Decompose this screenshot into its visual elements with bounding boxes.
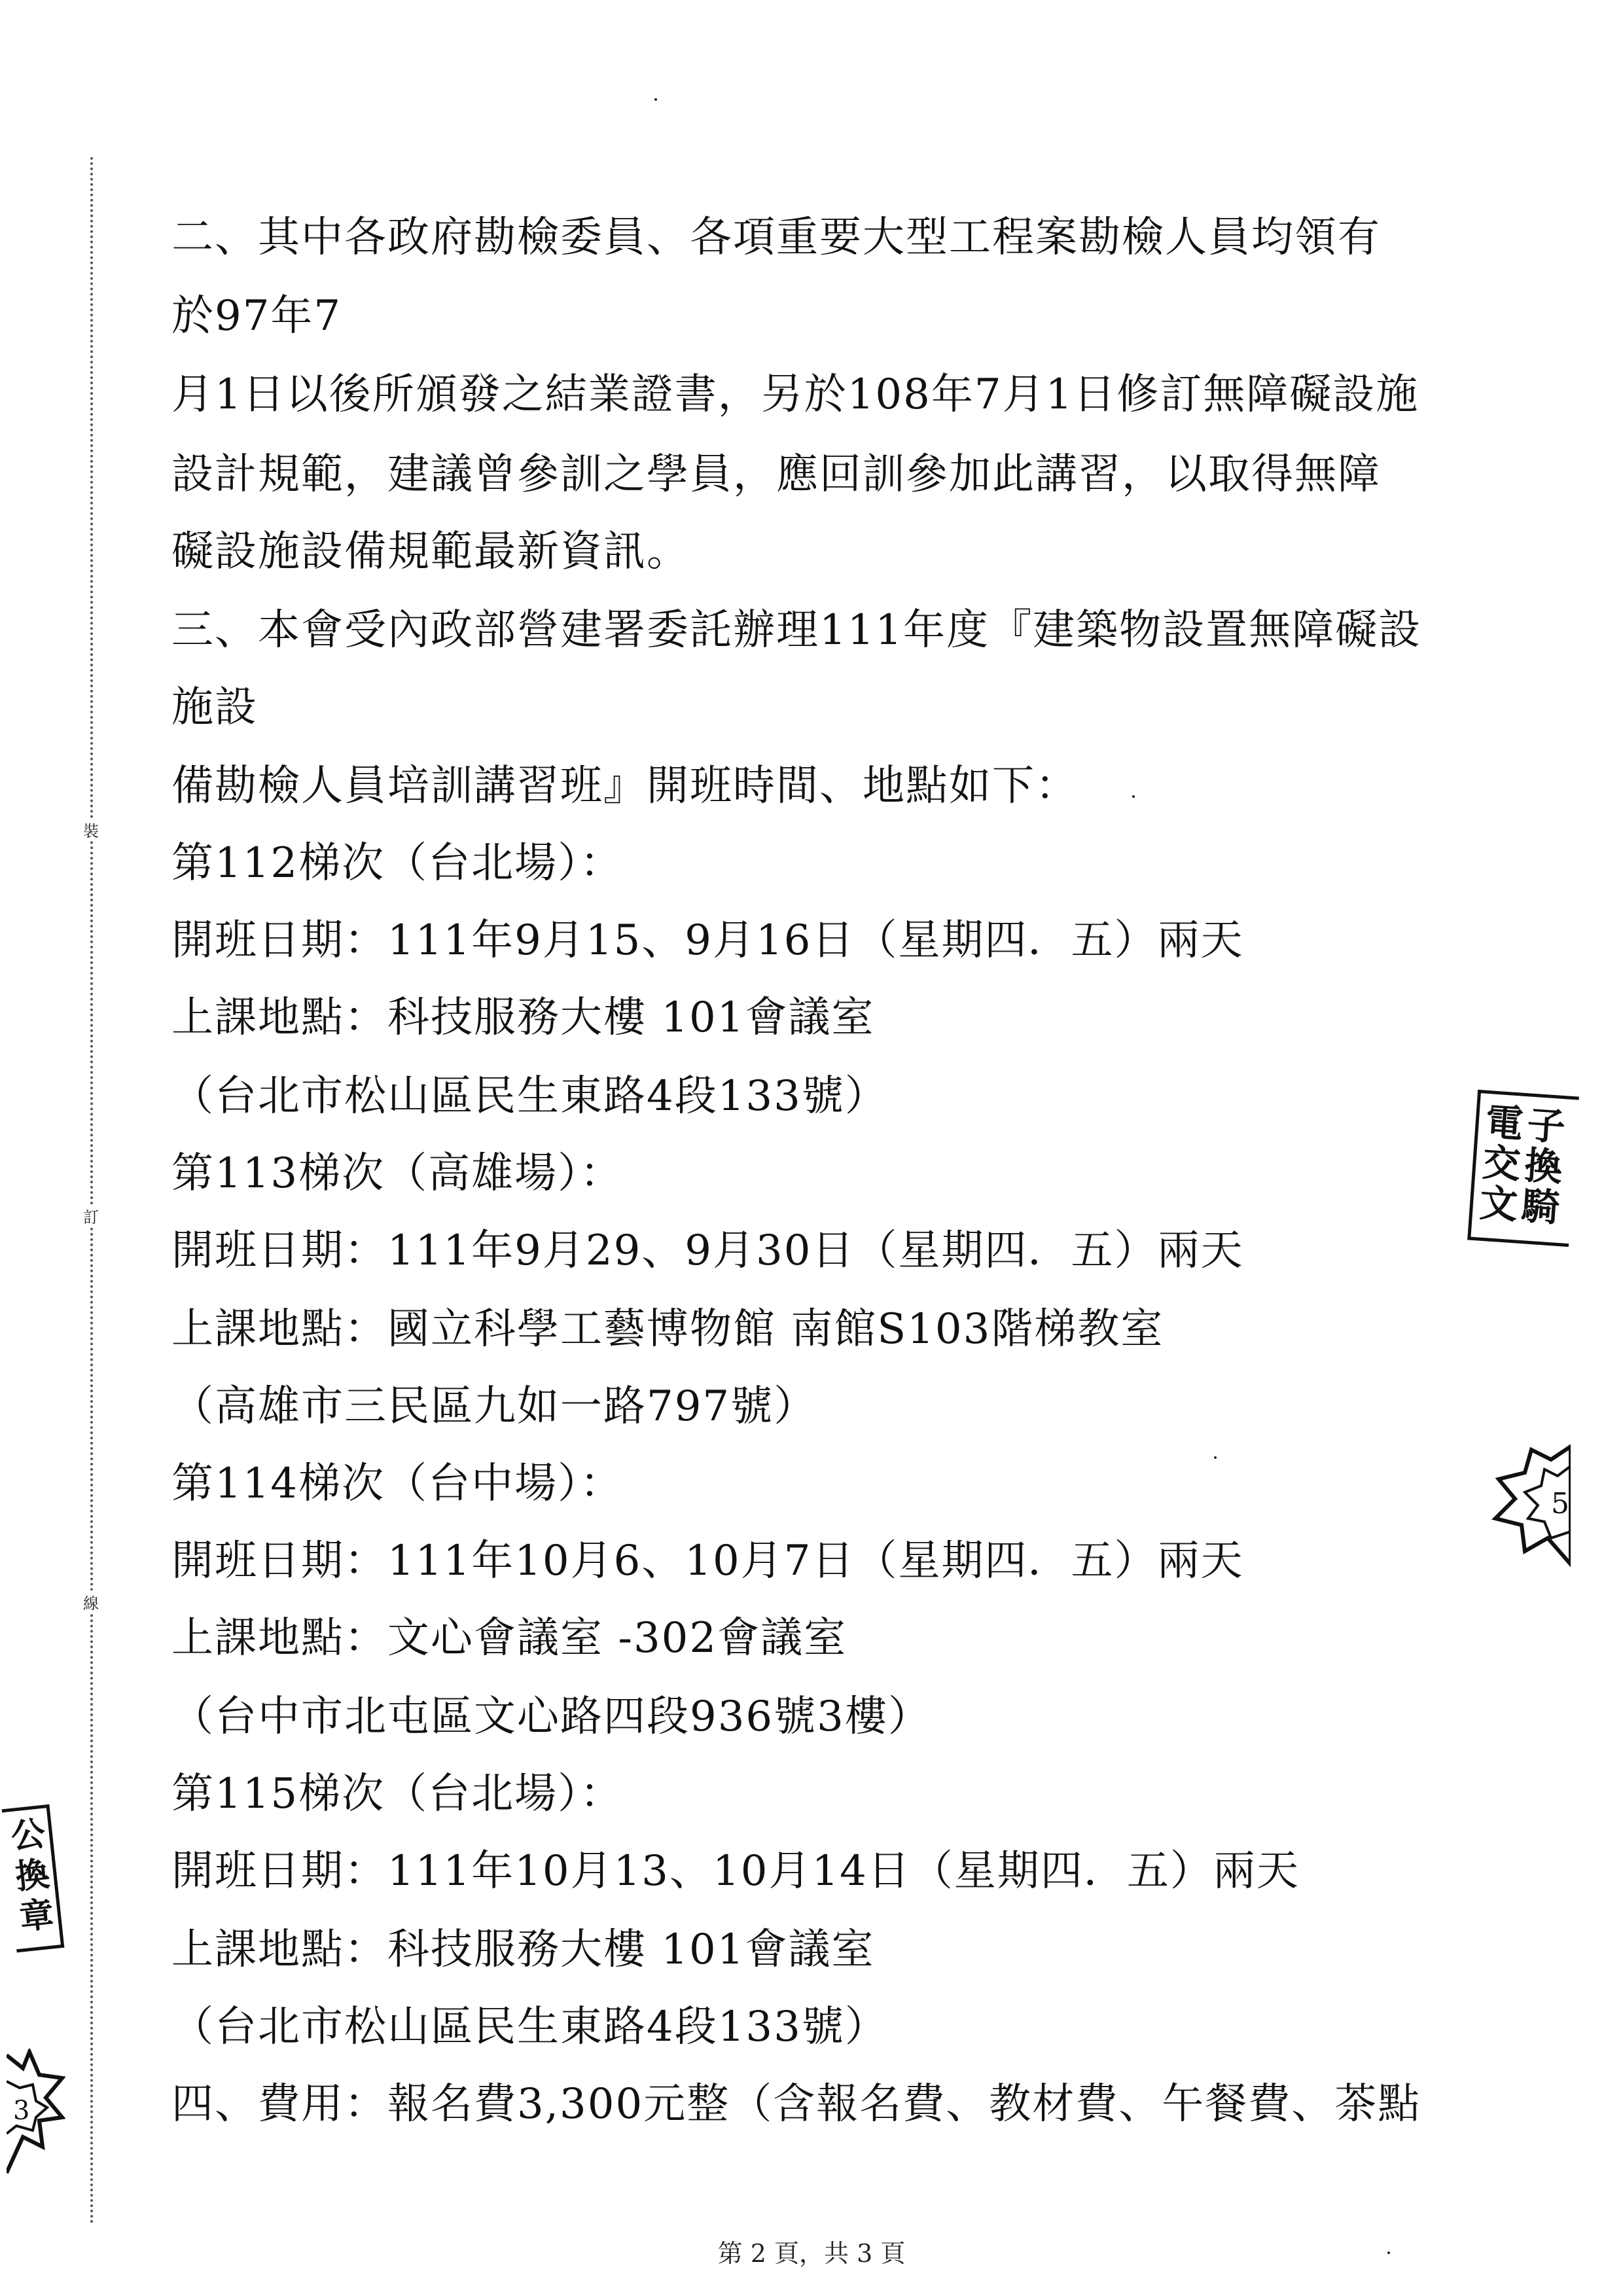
body-line: 於97年7 [171,292,342,340]
binding-mark-zhuang: 裝 [80,818,102,841]
body-line: 礙設施設備規範最新資訊。 [171,528,690,576]
body-line: （高雄市三民區九如一路797號） [171,1382,817,1431]
body-line: 四、費用：報名費3,300元整（含報名費、教材費、午餐費、茶點 [171,2080,1421,2128]
scan-speck [1387,2251,1390,2254]
stamp-char: 換 [13,1854,52,1897]
body-line: 開班日期：111年10月13、10月14日（星期四．五）兩天 [171,1847,1300,1895]
body-line: （台中市北屯區文心路四段936號3樓） [171,1693,931,1741]
body-line: 開班日期：111年9月29、9月30日（星期四．五）兩天 [171,1227,1244,1275]
body-line: 上課地點：文心會議室 -302會議室 [171,1614,847,1662]
session-heading: 第112梯次（台北場）： [171,839,624,888]
body-line: 上課地點：科技服務大樓 101會議室 [171,1926,875,1974]
session-heading: 第113梯次（高雄場）： [171,1149,624,1198]
body-line: 上課地點：國立科學工藝博物館 南館S103階梯教室 [171,1305,1164,1354]
body-line: 設計規範，建議曾參訓之學員，應回訓參加此講習，以取得無障 [171,450,1381,499]
page-footer: 第 2 頁，共 3 頁 [717,2239,906,2268]
scan-speck [654,98,657,101]
exchange-stamp-left-text [3,1814,56,1939]
exchange-stamp-left [2,1804,65,1952]
scan-speck [1132,795,1135,798]
stamp-char: 章 [18,1895,56,1938]
stamp-row: 文騎 [1478,1180,1565,1231]
session-heading: 第114梯次（台中場）： [171,1460,624,1508]
binding-mark-ding: 訂 [80,1204,102,1227]
exchange-stamp-right-text [1478,1099,1579,1231]
body-line: 開班日期：111年9月15、9月16日（星期四．五）兩天 [171,916,1244,965]
seal-number-left: 3 [13,2096,30,2126]
stamp-row: 電子 [1484,1099,1571,1150]
seal-stamp-left [7,2049,65,2179]
exchange-stamp-right [1467,1090,1579,1247]
body-line: 備勘檢人員培訓講習班』開班時間、地點如下： [171,762,1079,810]
stamp-row: 交換 [1481,1139,1568,1191]
body-line: 上課地點：科技服務大樓 101會議室 [171,994,875,1042]
body-line: 三、本會受內政部營建署委託辦理111年度『建築物設置無障礙設 [171,606,1422,655]
scan-speck [1214,1456,1217,1459]
body-line: 施設 [171,683,258,732]
body-line: 月1日以後所頒發之結業證書，另於108年7月1日修訂無障礙設施 [171,370,1419,419]
body-line: （台北市松山區民生東路4段133號） [171,1072,888,1121]
session-heading: 第115梯次（台北場）： [171,1770,624,1818]
binding-mark-xian: 線 [80,1590,102,1613]
body-line: 二、其中各政府勘檢委員、各項重要大型工程案勘檢人員均領有 [171,213,1381,262]
seal-number-right: 5 [1551,1487,1569,1520]
body-line: （台北市松山區民生東路4段133號） [171,2003,888,2051]
stamp-char: 公 [9,1814,48,1857]
seal-stamp-right [1486,1440,1571,1571]
binding-dotted-line [90,157,93,2225]
body-line: 開班日期：111年10月6、10月7日（星期四．五）兩天 [171,1537,1244,1585]
